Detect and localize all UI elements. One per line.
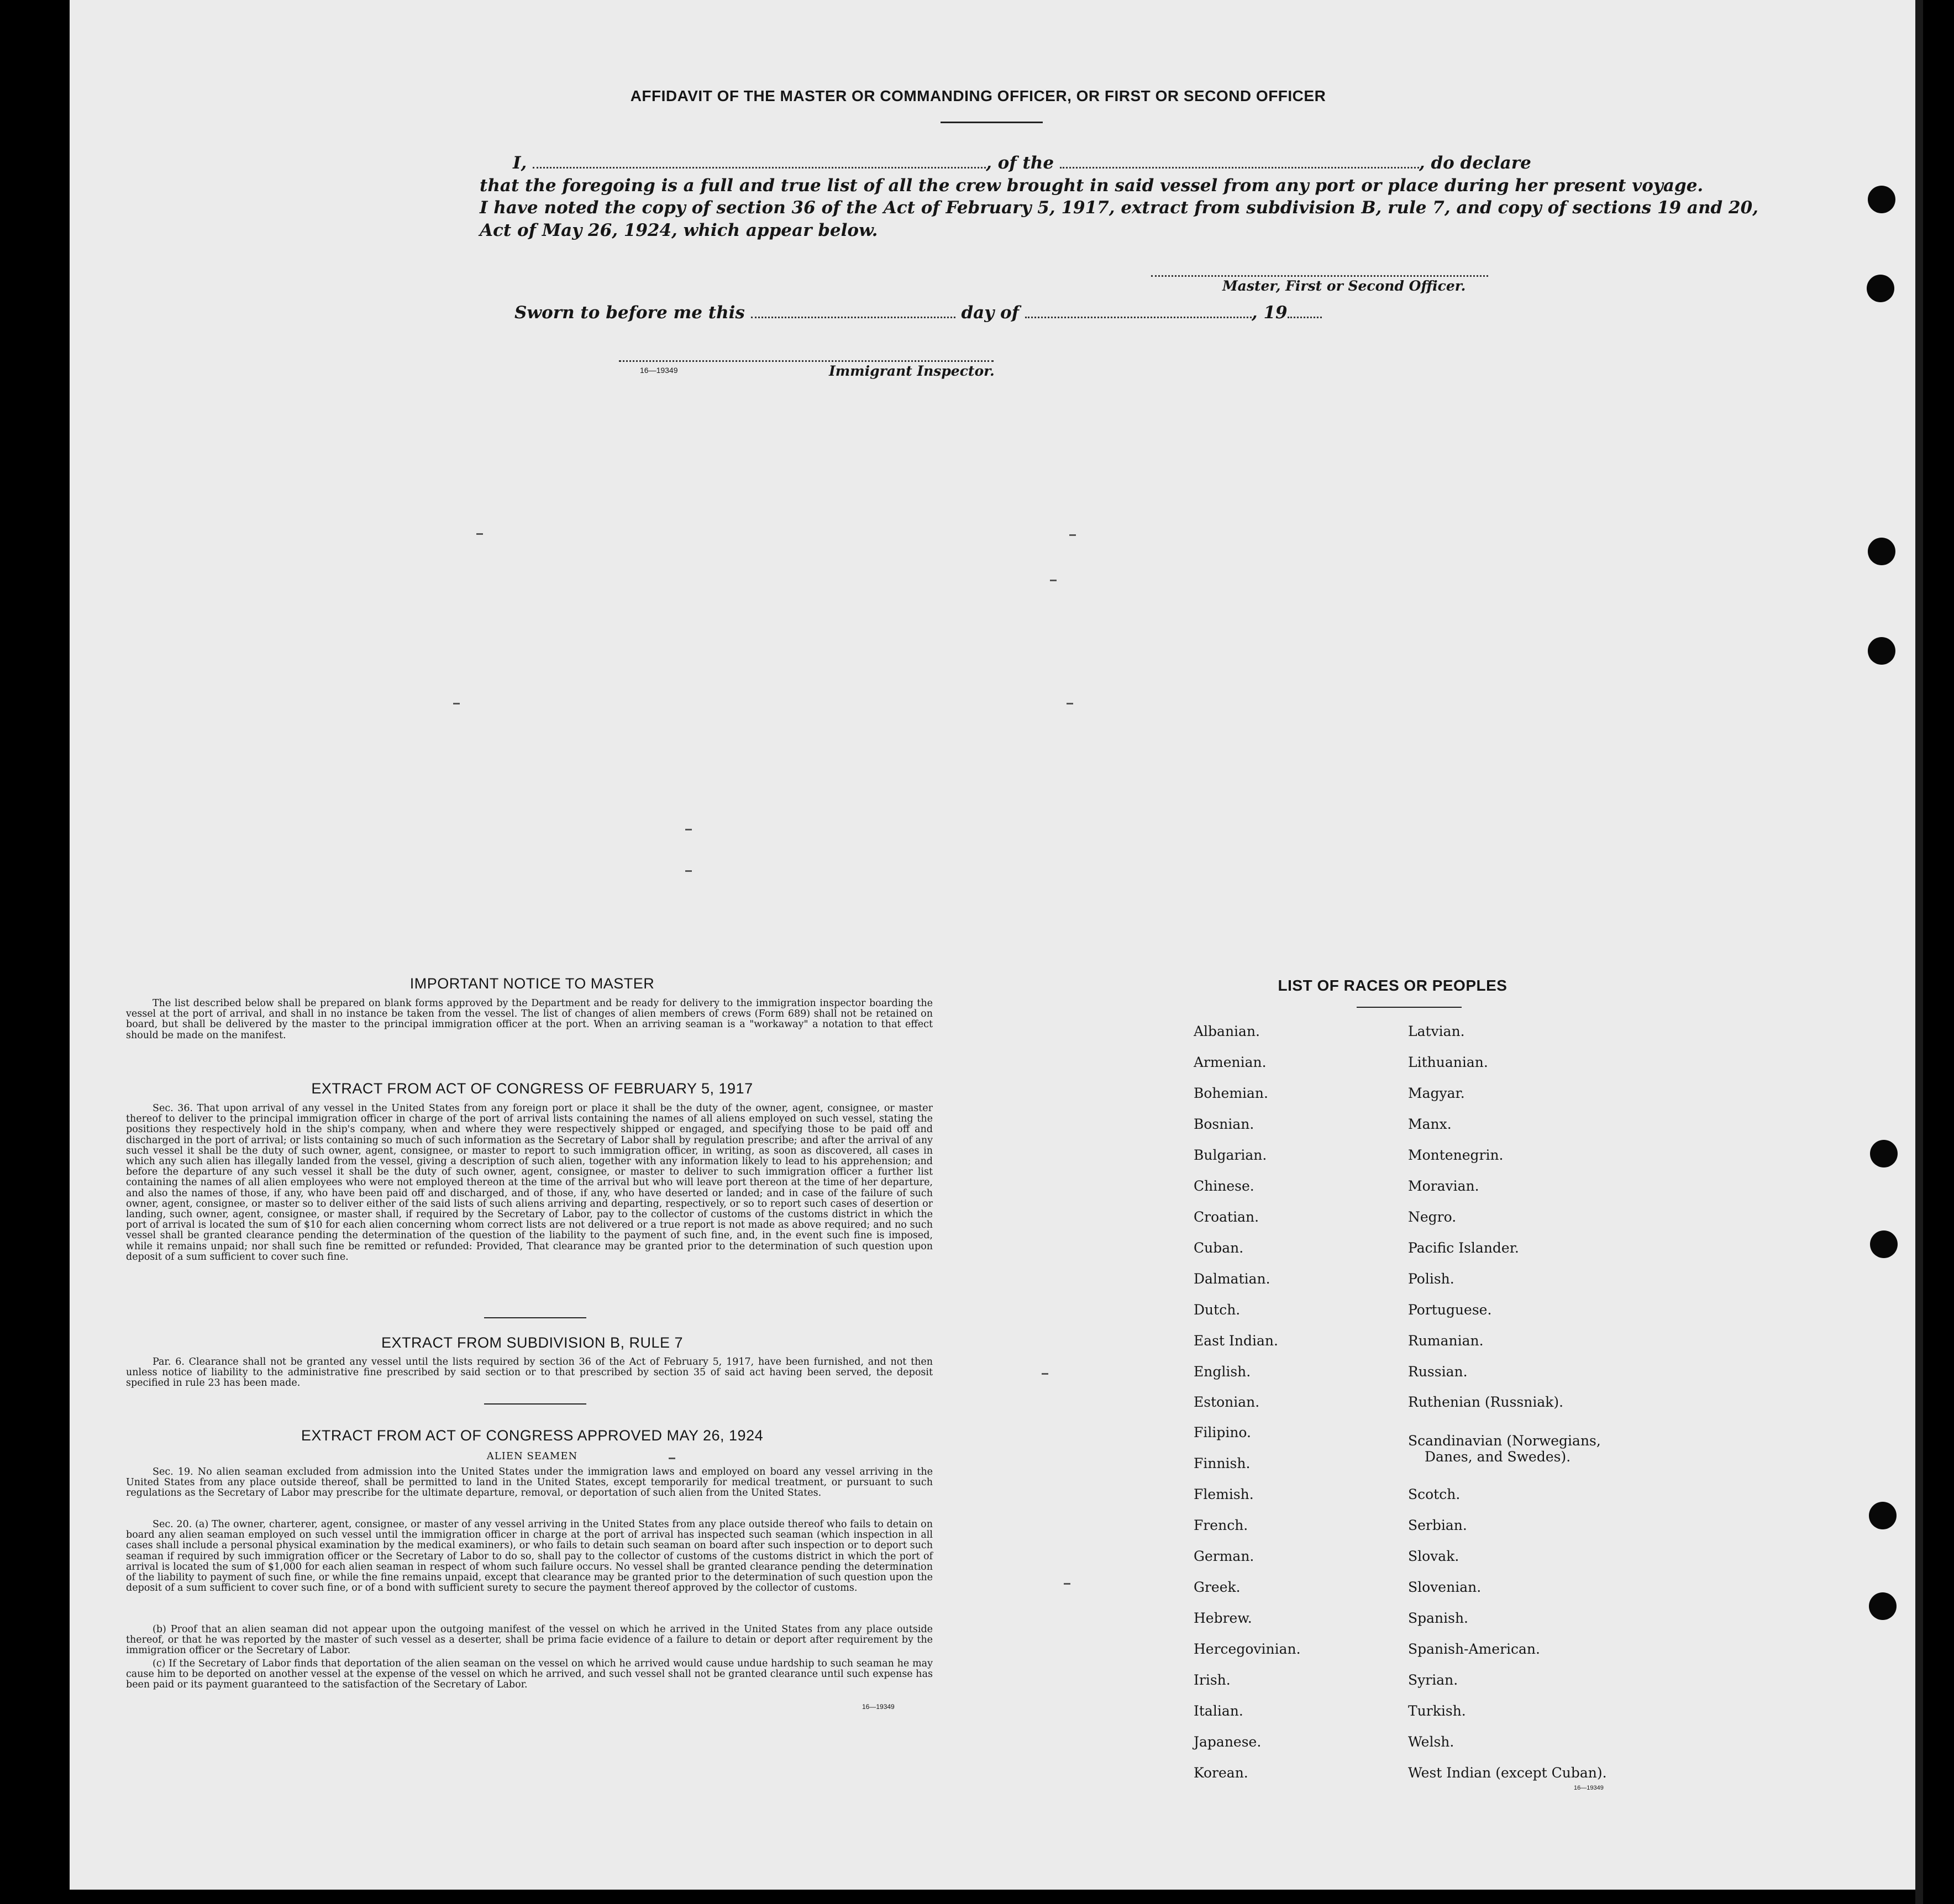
year-prefix: , 19: [1251, 303, 1288, 323]
race-item: Scandinavian (Norwegians,: [1408, 1433, 1601, 1449]
race-item: Chinese.: [1194, 1178, 1254, 1194]
binder-hole: [1870, 1230, 1898, 1258]
race-item: Serbian.: [1408, 1517, 1467, 1533]
binder-hole: [1869, 1592, 1897, 1620]
race-item: Polish.: [1408, 1271, 1454, 1287]
race-item: Rumanian.: [1408, 1333, 1484, 1349]
race-item: Hercegovinian.: [1194, 1641, 1301, 1657]
speck: [1067, 703, 1073, 704]
binder-hole: [1868, 186, 1895, 213]
race-item: Turkish.: [1408, 1703, 1466, 1719]
affidavit-of-the: , of the: [986, 153, 1054, 173]
race-item: Italian.: [1194, 1703, 1243, 1719]
notice-form-number: 16—19349: [862, 1703, 895, 1711]
affidavit-line-3: I have noted the copy of section 36 of the Act of February 5, 1917, extract from subdivision B, rule 7, and copy of sections 19 and 20,: [480, 198, 1758, 218]
race-item: Moravian.: [1408, 1178, 1479, 1194]
sec19-text: Sec. 19. No alien seaman excluded from admission into the United States under the immigration laws and employed on board any vessel arriving in the United States from any place outside thereof, shall be permitted to land in the United States, except temporarily for medical treatment, or pursuant to such regulations as the Secretary of Labor may prescribe for the ultimate departure, removal, or deportation of such alien from the United States.: [126, 1466, 933, 1499]
race-item: Estonian.: [1194, 1394, 1260, 1410]
race-item: Finnish.: [1194, 1455, 1251, 1471]
race-item: Flemish.: [1194, 1486, 1254, 1502]
race-item: Dutch.: [1194, 1302, 1241, 1318]
heading-rule: [941, 122, 1043, 123]
affidavit-do-declare: , do declare: [1419, 153, 1531, 173]
race-item: Bulgarian.: [1194, 1147, 1267, 1163]
race-item: French.: [1194, 1517, 1248, 1533]
master-signature-line[interactable]: [1151, 275, 1488, 277]
affidavit-line-1: [513, 153, 1531, 173]
sworn-day-blank[interactable]: [751, 316, 955, 318]
race-item: Lithuanian.: [1408, 1054, 1488, 1070]
rule7-heading: EXTRACT FROM SUBDIVISION B, RULE 7: [381, 1334, 684, 1351]
race-item: Irish.: [1194, 1672, 1231, 1688]
alien-seamen-subheading: ALIEN SEAMEN: [486, 1450, 578, 1462]
speck: [1069, 534, 1076, 536]
race-item: Albanian.: [1194, 1023, 1260, 1039]
race-item: Magyar.: [1408, 1085, 1465, 1101]
notice-heading: IMPORTANT NOTICE TO MASTER: [409, 975, 655, 992]
race-item: Filipino.: [1194, 1424, 1251, 1440]
race-item: Spanish.: [1408, 1610, 1469, 1626]
race-item: Montenegrin.: [1408, 1147, 1504, 1163]
name-blank[interactable]: [533, 166, 986, 169]
race-item: Syrian.: [1408, 1672, 1458, 1688]
race-item: Portuguese.: [1408, 1302, 1492, 1318]
binder-hole: [1870, 1140, 1898, 1167]
extract-1924-heading: EXTRACT FROM ACT OF CONGRESS APPROVED MAY 26, 1924: [301, 1427, 764, 1444]
races-heading-rule: [1357, 1007, 1462, 1008]
speck: [1042, 1373, 1048, 1375]
races-form-number: 16—19349: [1574, 1785, 1604, 1791]
sworn-line: [514, 303, 1322, 323]
race-item: Slovenian.: [1408, 1579, 1482, 1595]
speck: [1050, 580, 1057, 581]
race-item: Bosnian.: [1194, 1116, 1254, 1132]
sec20a-text: Sec. 20. (a) The owner, charterer, agent, consignee, or master of any vessel arriving in the United States from any place outside thereof who fails to detain on board any alien seaman employed on such vessel until the immigration officer in charge at the port of arrival has inspected such seaman (which inspection in all cases shall include a personal physical examination by the medical examiners), or who fails to detain such seaman on board after such inspection or to deport such seaman if required by such immigration officer or the Secretary of Labor to do so, shall pay to the collector of customs of the customs district in which the port of arrival is located the sum of $1,000 for each alien seaman in respect of whom such failure occurs. No vessel shall be granted clearance pending the determination of the liability to payment of such fine, or while the fine remains unpaid, except that clearance may be granted prior to the determination of such question upon the deposit of a sum sufficient to cover such fine, or of a bond with sufficient surety to secure the payment thereof approved by the collector of customs.: [126, 1519, 933, 1594]
speck: [685, 829, 692, 830]
section-rule: [484, 1403, 586, 1405]
race-item: Negro.: [1408, 1209, 1457, 1225]
notice-text: The list described below shall be prepared on blank forms approved by the Department and be ready for delivery to the immigration inspector boarding the vessel at the port of arrival, and shall in no instance be taken from the vessel. The list of changes of alien members of crews (Form 689) shall not be retained on board, but shall be delivered by the master to the principal immigration officer at the port. When an arriving seaman is a "workaway" a notation to that effect should be made on the manifest.: [126, 998, 933, 1041]
race-item: Welsh.: [1408, 1734, 1454, 1750]
race-item: Croatian.: [1194, 1209, 1259, 1225]
binder-hole: [1868, 538, 1895, 565]
race-item: Spanish-American.: [1408, 1641, 1540, 1657]
affidavit-i: I,: [513, 153, 527, 173]
page-edge: [1915, 0, 1923, 1904]
races-heading: LIST OF RACES OR PEOPLES: [1278, 977, 1507, 994]
race-item: Korean.: [1194, 1765, 1248, 1781]
race-item: Danes, and Swedes).: [1425, 1449, 1571, 1465]
race-item: Latvian.: [1408, 1023, 1465, 1039]
master-signature-caption: Master, First or Second Officer.: [1222, 278, 1466, 294]
affidavit-line-4: Act of May 26, 1924, which appear below.: [480, 220, 878, 240]
sec20c-text: (c) If the Secretary of Labor finds that deportation of the alien seaman on the vessel on which he arrived would cause undue hardship to such seaman he may cause him to be deported on another vessel at the expense of the vessel on which he arrived, and such vessel shall not be granted clearance until such expense has been paid or its payment guaranteed to the satisfaction of the Secretary of Labor.: [126, 1658, 933, 1691]
race-item: Japanese.: [1194, 1734, 1262, 1750]
affidavit-form-number: 16—19349: [640, 366, 678, 375]
speck: [476, 533, 483, 535]
sworn-month-blank[interactable]: [1025, 316, 1252, 318]
affidavit-line-2: that the foregoing is a full and true list of all the crew brought in said vessel from any port or place during her present voyage.: [480, 176, 1704, 196]
extract-1917-text: Sec. 36. That upon arrival of any vessel in the United States from any foreign port or place it shall be the duty of the owner, agent, consignee, or master thereof to deliver to the principal immigration officer in charge of the port of arrival lists containing the names of all aliens employed on such vessel, stating the positions they respectively hold in the ship's company, when and where they were respectively shipped or engaged, and specifying those to be paid off and discharged in the port of arrival; or lists containing so much of such information as the Secretary of Labor shall by regulation prescribe; and after the arrival of any such vessel it shall be the duty of such owner, agent, consignee, or master to report to such immigration officer, in writing, as soon as discovered, all cases in which any such alien has illegally landed from the vessel, giving a description of such alien, together with any information likely to lead to his apprehension; and before the departure of any such vessel it shall be the duty of such owner, agent, consignee, or master to deliver to such immigration officer a further list containing the names of all alien employees who were not employed thereon at the time of the arrival but who will leave port thereon at the time of her departure, and also the names of those, if any, who have been paid off and discharged, and of those, if any, who have deserted or landed; and in case of the failure of such owner, agent, consignee, or master so to deliver either of the said lists of such aliens arriving and departing, respectively, or so to report such cases of desertion or landing, such owner, agent, consignee, or master shall, if required by the Secretary of Labor, pay to the collector of customs of the customs district in which the port of arrival is located the sum of $10 for each alien concerning whom correct lists are not delivered or a true report is not made as above required; and no such vessel shall be granted clearance pending the determination of the question of the liability to the payment of such fine, and, in the event such fine is imposed, while it remains unpaid; nor shall such fine be remitted or refunded: Provided, That clearance may be granted prior to the determination of such question upon deposit of a sum sufficient to cover such fine.: [126, 1103, 933, 1263]
inspector-caption: Immigrant Inspector.: [829, 363, 995, 379]
form-page: [70, 0, 1915, 1890]
speck: [685, 870, 692, 872]
race-item: Cuban.: [1194, 1240, 1244, 1256]
speck: [1064, 1583, 1070, 1585]
race-item: Manx.: [1408, 1116, 1452, 1132]
binder-hole: [1867, 275, 1894, 302]
race-item: Dalmatian.: [1194, 1271, 1270, 1287]
race-item: West Indian (except Cuban).: [1408, 1765, 1607, 1781]
race-item: Pacific Islander.: [1408, 1240, 1519, 1256]
race-item: Ruthenian (Russniak).: [1408, 1394, 1564, 1410]
race-item: East Indian.: [1194, 1333, 1278, 1349]
race-item: Greek.: [1194, 1579, 1241, 1595]
race-item: Hebrew.: [1194, 1610, 1252, 1626]
sworn-text: Sworn to before me this: [514, 303, 745, 323]
extract-1917-heading: EXTRACT FROM ACT OF CONGRESS OF FEBRUARY 5, 1917: [311, 1080, 753, 1097]
race-item: Russian.: [1408, 1364, 1468, 1380]
sec20b-text: (b) Proof that an alien seaman did not appear upon the outgoing manifest of the vessel on which he arrived in the United States from any place outside thereof, or that he was reported by the master of such vessel as a deserter, shall be prima facie evidence of a failure to detain or deport after requirement by the immigration officer or the Secretary of Labor.: [126, 1624, 933, 1656]
sworn-year-blank[interactable]: [1288, 316, 1322, 318]
race-item: Armenian.: [1194, 1054, 1267, 1070]
binder-hole: [1869, 1502, 1897, 1529]
day-of-text: day of: [961, 303, 1020, 323]
vessel-blank[interactable]: [1060, 166, 1419, 169]
race-item: German.: [1194, 1548, 1254, 1564]
rule7-text: Par. 6. Clearance shall not be granted any vessel until the lists required by section 36 of the Act of February 5, 1917, have been furnished, and not then unless notice of liability to the administrative fine prescribed by said section or to that prescribed by section 35 of said act having been served, the deposit specified in rule 23 has been made.: [126, 1356, 933, 1389]
race-item: Slovak.: [1408, 1548, 1459, 1564]
race-item: Scotch.: [1408, 1486, 1461, 1502]
race-item: Bohemian.: [1194, 1085, 1268, 1101]
binder-hole: [1868, 637, 1895, 665]
section-rule: [484, 1317, 586, 1318]
affidavit-heading: AFFIDAVIT OF THE MASTER OR COMMANDING OFFICER, OR FIRST OR SECOND OFFICER: [630, 87, 1326, 104]
speck: [453, 703, 460, 704]
race-item: English.: [1194, 1364, 1251, 1380]
inspector-signature-line[interactable]: [619, 360, 994, 362]
